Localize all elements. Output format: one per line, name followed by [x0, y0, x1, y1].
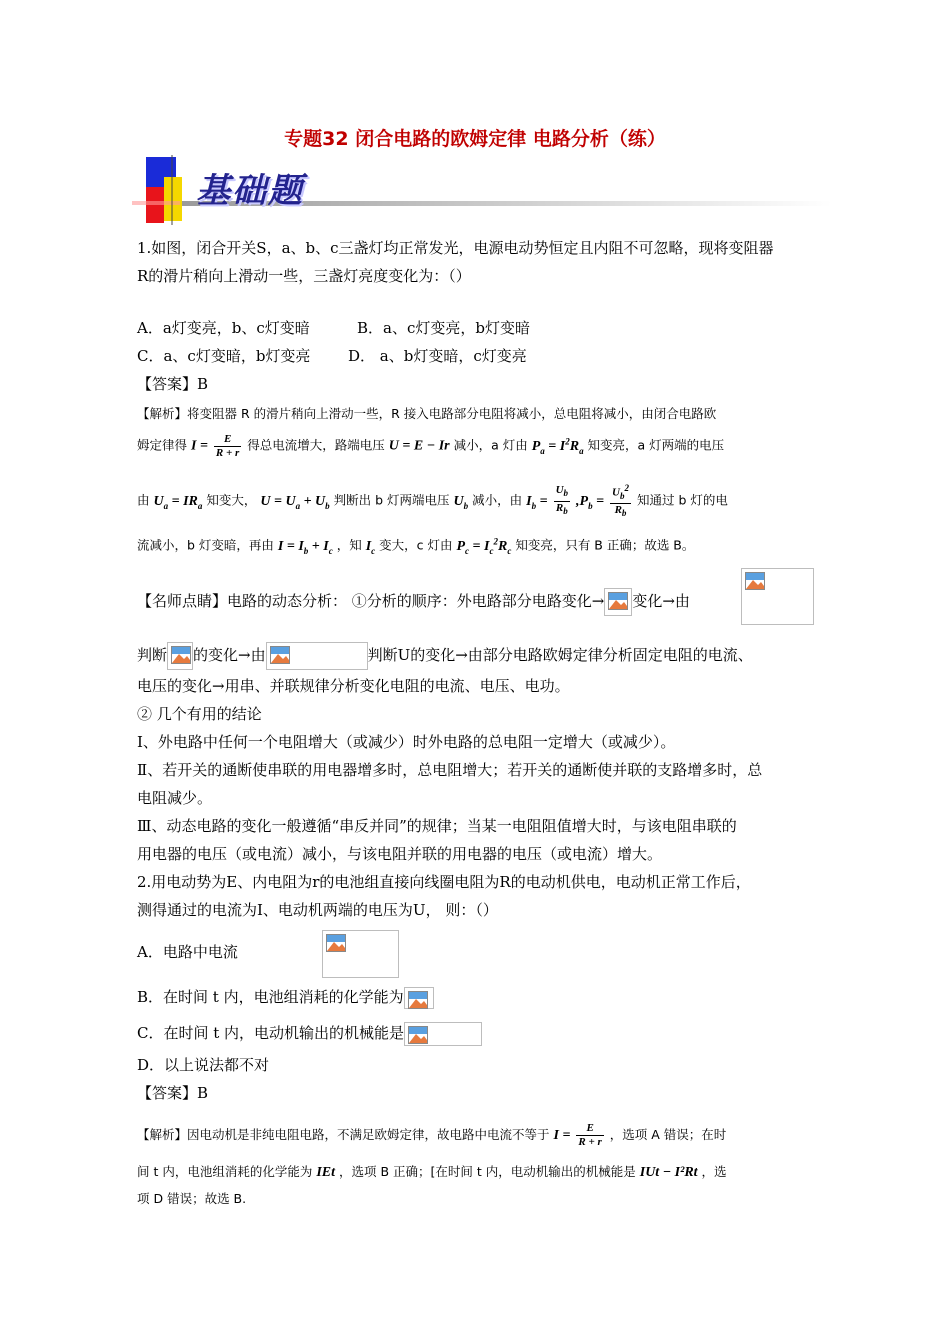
eq-u-sum: $U = U_a + U_b$ [260, 493, 330, 511]
q1-answer: 【答案】B [137, 375, 209, 393]
q1-option-c: C．a、c灯变暗，b灯变亮 [137, 347, 311, 365]
eq-ic: $I_c$ [365, 538, 376, 556]
tip-line1: 【名师点睛】电路的动态分析： ①分析的顺序：外电路部分电路变化→ 变化→由 [137, 588, 690, 616]
eq-pc: $P_c = I_c^2R_c$ [456, 536, 512, 556]
q1-option-d: D． a、b灯变暗，c灯变亮 [348, 347, 527, 365]
q1-explanation-line3: 由 $U_a = IR_a$ 知变大， $U = U_a + U_b$ 判断出 b 灯两端电压 $U_b$ 减小，由 $I_b$ = $\frac{U_b}{R_b}$ $,P_b$ = $\frac{U_b^2}{R_b}$ 知通过 b 灯的电 [137, 483, 728, 519]
eq-i-sum: $I = I_b + I_c$ [277, 538, 333, 556]
q2-option-c: C．在时间 t 内，电动机输出的机械能是 [137, 1022, 482, 1046]
q1-explanation-line4: 流减小，b 灯变暗，再由 $I = I_b + I_c$ ，知 $I_c$ 变大，c 灯由 $P_c = I_c^2R_c$ 知变亮，只有 B 正确；故选 B。 [137, 536, 695, 556]
broken-image-icon [745, 572, 765, 590]
broken-image [167, 642, 193, 670]
q2-explanation-line3: 项 D 错误；故选 B. [137, 1191, 247, 1206]
broken-image [604, 588, 632, 616]
frac-ub2-rb: $\frac{U_b^2}{R_b}$ [612, 483, 629, 519]
page-title: 专题32 闭合电路的欧姆定律 电路分析（练） [284, 128, 666, 150]
eq-ohm-2: I = [553, 1128, 571, 1143]
q2-line2: 测得通过的电流为I、电动机两端的电压为U， 则：（） [137, 901, 498, 919]
broken-image-icon [608, 592, 628, 610]
broken-image-icon [270, 646, 290, 664]
q1-line1: 1.如图，闭合开关S，a、b、c三盏灯均正常发光，电源电动势恒定且内阻不可忽略，现将变阻器 [137, 239, 774, 257]
q2-line1: 2.用电动势为E、内电阻为r的电池组直接向线圈电阻为R的电动机供电，电动机正常工作后， [137, 873, 751, 891]
tip-line8: Ⅲ、动态电路的变化一般遵循“串反并同”的规律；当某一电阻阻值增大时，与该电阻串联的 [137, 817, 737, 835]
q2-option-d: D．以上说法都不对 [137, 1056, 270, 1074]
eq-ib: $I_b$ = [526, 493, 548, 511]
q2-explanation-line1: 【解析】因电动机是非纯电阻电路，不满足欧姆定律，故电路中电流不等于 I = $\frac{E}{R + r}$ ，选项 A 错误；在时 [137, 1122, 727, 1148]
broken-image-icon [326, 934, 346, 952]
tip-line7: 电阻减少。 [137, 789, 213, 807]
q1-option-b: B．a、c灯变亮，b灯变暗 [357, 319, 530, 337]
q1-explanation-line1: 【解析】将变阻器 R 的滑片稍向上滑动一些，R 接入电路部分电阻将减小，总电阻将减小，由闭合电路欧 [137, 406, 717, 421]
q2-explanation-line2: 间 t 内，电池组消耗的化学能为 IEt ，选项 B 正确；[在时间 t 内，电动机输出的机械能是 IUt − I²Rt ，选 [137, 1164, 727, 1180]
broken-image-icon [408, 991, 428, 1009]
frac-e-over-rr-2: $\frac{E}{R + r}$ [578, 1122, 602, 1148]
broken-image-icon [408, 1026, 428, 1044]
tip-line4: ② 几个有用的结论 [137, 705, 262, 723]
eq-ub: $U_b$ [453, 493, 469, 511]
tip-line5: Ⅰ、外电路中任何一个电阻增大（或减少）时外电路的总电阻一定增大（或减少）。 [137, 733, 676, 751]
eq-mech-energy: IUt − I²Rt [639, 1165, 698, 1180]
q2-option-a: A．电路中电流 [137, 943, 238, 961]
broken-image [404, 987, 434, 1009]
q1-line2: R的滑片稍向上滑动一些，三盏灯亮度变化为：（） [137, 267, 471, 285]
tip-line6: Ⅱ、若开关的通断使串联的用电器增多时，总电阻增大；若开关的通断使并联的支路增多时，总 [137, 761, 763, 779]
eq-ua: $U_a = IR_a$ [153, 493, 203, 511]
eq-pa: $P_a = I^2R_a$ [531, 436, 584, 456]
frac-ub-rb: $\frac{U_b}{R_b}$ [555, 484, 569, 516]
tip-line2: 判断 的变化→由 判断U的变化→由部分电路欧姆定律分析固定电阻的电流、 [137, 642, 753, 670]
banner-title: 基础题 [196, 171, 304, 211]
section-banner [132, 155, 832, 225]
eq-pb: $,P_b$ = [576, 493, 605, 511]
broken-image [404, 1022, 482, 1046]
q2-option-b: B．在时间 t 内，电池组消耗的化学能为 [137, 987, 434, 1009]
q1-explanation-line2: 姆定律得 I = $\frac{E}{R + r}$ 得总电流增大，路端电压 U = E − Ir 减小，a 灯由 $P_a = I^2R_a$ 知变亮，a 灯两端的电压 [137, 432, 725, 459]
tip-line9: 用电器的电压（或电流）减小，与该电阻并联的用电器的电压（或电流）增大。 [137, 845, 663, 863]
broken-image-icon [171, 646, 191, 664]
tip-line3: 电压的变化→用串、并联规律分析变化电阻的电流、电压、电功。 [137, 677, 570, 695]
broken-image [322, 930, 399, 978]
broken-image [266, 642, 368, 670]
frac-e-over-rr: $\frac{E}{R + r}$ [215, 432, 240, 459]
broken-image [741, 568, 814, 625]
eq-ohm: I = [191, 438, 208, 454]
q2-answer: 【答案】B [137, 1084, 209, 1102]
eq-chem-energy: IEt [316, 1165, 336, 1180]
q1-option-a: A．a灯变亮，b、c灯变暗 [137, 319, 310, 337]
eq-terminal-voltage: U = E − Ir [388, 438, 450, 454]
